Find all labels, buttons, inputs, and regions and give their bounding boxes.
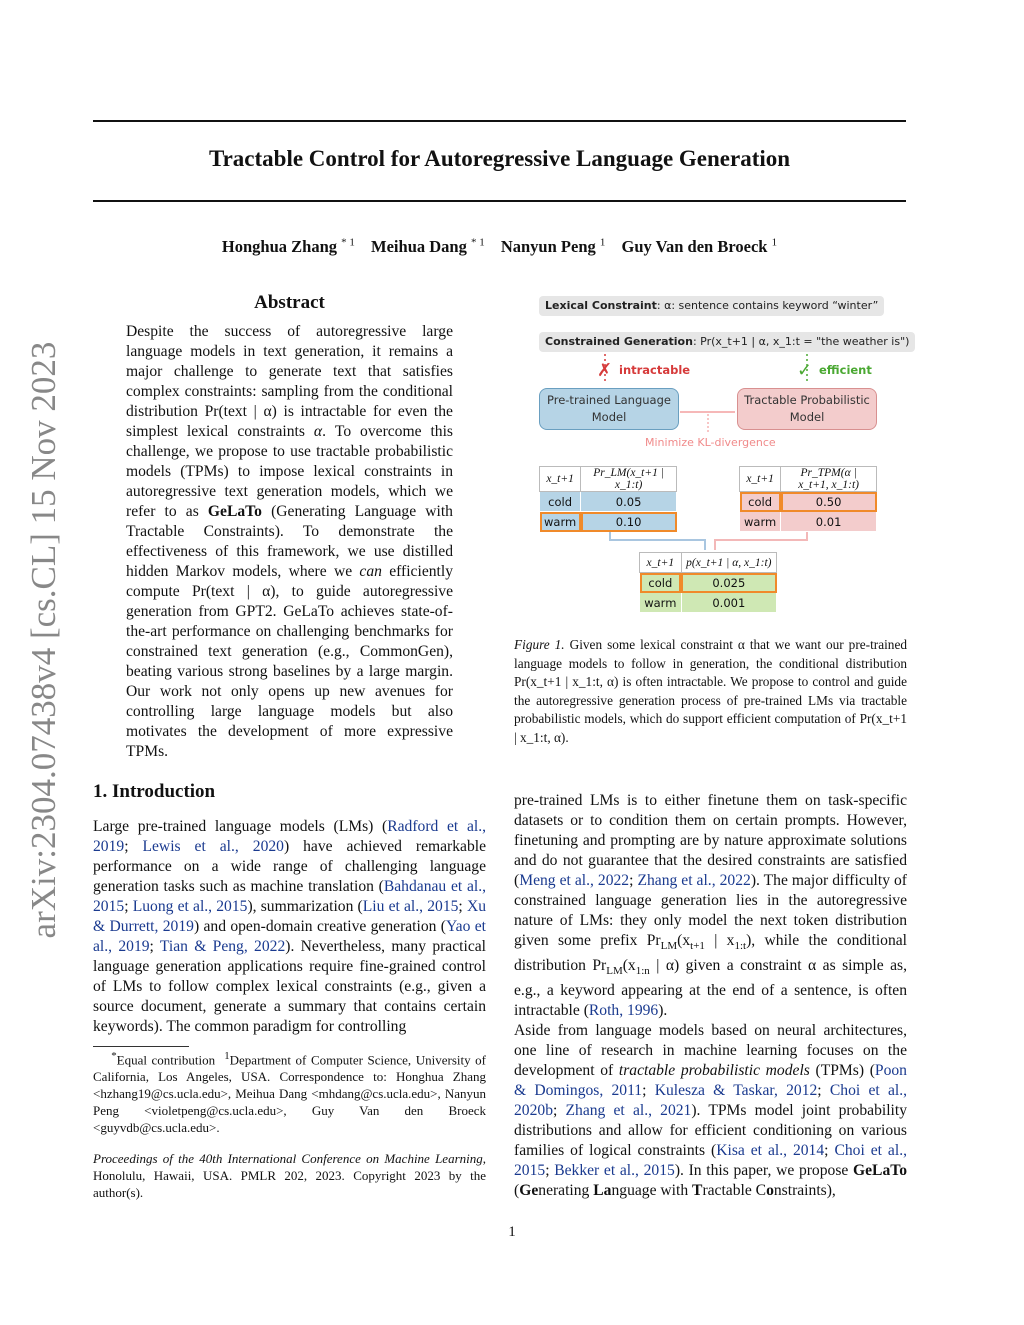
citation-link[interactable]: Luong et al., 2015 bbox=[132, 898, 248, 915]
arxiv-identifier: arXiv:2304.07438v4 [cs.CL] 15 Nov 2023 bbox=[24, 341, 63, 939]
arxiv-sidebar bbox=[18, 330, 70, 950]
table-row: warm 0.001 bbox=[640, 593, 777, 613]
kl-divergence-label: Minimize KL-divergence bbox=[645, 436, 776, 449]
top-rule bbox=[93, 120, 906, 122]
author: Guy Van den Broeck $^1$ bbox=[621, 236, 778, 256]
gelato-name: GeLaTo bbox=[207, 503, 262, 520]
footnote-rule bbox=[93, 1046, 189, 1047]
citation-link[interactable]: Bekker et al., 2015 bbox=[554, 1162, 675, 1179]
author-list bbox=[93, 236, 906, 257]
pretrained-lm-box: Pre-trained Language Model bbox=[539, 388, 679, 430]
tpm-table: x_t+1 Pr_TPM(α | x_t+1, x_1:t) cold 0.50 warm 0.01 bbox=[739, 466, 877, 532]
citation-link[interactable]: Choi et al., 2015 bbox=[514, 1142, 907, 1179]
lexical-constraint-pill: Lexical Constraint: α: sentence contains keyword “winter” bbox=[539, 296, 884, 316]
author: Nanyun Peng $^1$ bbox=[500, 236, 606, 256]
paper-title: Tractable Control for Autoregressive Language Generation bbox=[208, 146, 791, 171]
title-bottom-rule bbox=[93, 200, 906, 202]
citation-link[interactable]: Liu et al., 2015 bbox=[362, 898, 459, 915]
section-heading-introduction: 1. Introduction bbox=[93, 781, 216, 802]
constrained-generation-pill: Constrained Generation: Pr(x_t+1 | α, x_1:t = "the weather is") bbox=[539, 332, 915, 352]
citation-link[interactable]: Choi et al., 2020b bbox=[514, 1082, 907, 1119]
abstract-heading: Abstract bbox=[254, 292, 325, 313]
proceedings-note: Proceedings of the 40th International Conference on Machine Learning, Honolulu, Hawaii, USA. PMLR 202, 2023. Copyright 2023 by the author(s). bbox=[93, 1151, 486, 1200]
citation-link[interactable]: Tian & Peng, 2022 bbox=[159, 938, 286, 955]
tpm-box: Tractable Probabilistic Model bbox=[737, 388, 877, 430]
citation-link[interactable]: Radford et al., 2019 bbox=[93, 818, 486, 855]
table-row: warm 0.10 bbox=[540, 512, 677, 532]
citation-link[interactable]: Meng et al., 2022 bbox=[519, 872, 630, 889]
citation-link[interactable]: Yao et al., 2019 bbox=[93, 918, 486, 955]
citation-link[interactable]: Bahdanau et al., 2015 bbox=[93, 878, 486, 915]
table-row: cold 0.025 bbox=[640, 573, 777, 593]
author: Honghua Zhang $^{* 1}$ bbox=[221, 236, 355, 256]
page-number: 1 bbox=[508, 1224, 516, 1240]
intractable-label: intractable bbox=[619, 363, 691, 377]
citation-link[interactable]: Kulesza & Taskar, 2012 bbox=[654, 1082, 818, 1099]
intro-right-paragraph-2: Aside from language models based on neural architectures, one line of research in machine learning focuses on the development of tractable probabilistic models (TPMs) (Poon & Domingos, 2011; Kulesza & Taskar, 2012; Choi et al., 2020b; Zhang et al., 2021). TPMs model joint probability distributions and allow for efficient conditioning on various families of logical constraints (Kisa et al., 2014; Choi et al., 2015; Bekker et al., 2015). In this paper, we propose GeLaTo (Generating Language with Tractable Constraints), bbox=[514, 1022, 908, 1199]
lm-table: x_t+1 Pr_LM(x_t+1 | x_1:t) cold 0.05 warm 0.10 bbox=[539, 466, 677, 532]
cross-icon: ✗ bbox=[597, 360, 613, 381]
author: Meihua Dang $^{* 1}$ bbox=[371, 236, 485, 256]
check-icon: ✓ bbox=[797, 360, 813, 381]
citation-link[interactable]: Zhang et al., 2021 bbox=[565, 1102, 692, 1119]
table-row: warm 0.01 bbox=[740, 512, 877, 532]
citation-link[interactable]: Zhang et al., 2022 bbox=[637, 872, 751, 889]
intro-right-paragraph-1: pre-trained LMs is to either finetune them on task-specific datasets or to condition them on certain prompts. However, finetuning and prompting are by nature approximate solutions and do not guarantee that the desired constraints are satisfied (Meng et al., 2022; Zhang et al., 2022). The major difficulty of constrained language generation lies in the autoregressive nature of LMs: they only model the next token distribution given some prefix $Pr_{LM}(x_{t+1}$ | $x_{1:t}$), while the conditional distribution $Pr_{LM}(x_{1:n}$ | α) given a constraint α as simple as, e.g., a keyword appearing at the end of a sentence, is often intractable (Roth, 1996). bbox=[514, 792, 908, 1020]
table-row: cold 0.05 bbox=[540, 492, 677, 512]
figure-1 bbox=[515, 294, 910, 624]
citation-link[interactable]: Kisa et al., 2014 bbox=[716, 1142, 825, 1159]
output-table: x_t+1 p(x_t+1 | α, x_1:t) cold 0.025 warm 0.001 bbox=[639, 552, 777, 613]
citation-link[interactable]: Roth, 1996 bbox=[588, 1002, 659, 1020]
citation-link[interactable]: Poon & Domingos, 2011 bbox=[514, 1062, 907, 1099]
figure-caption: Figure 1. Given some lexical constraint α that we want our pre-trained language models to follow in generation, the conditional distribution Pr(x_t+1 | x_1:t, α) is often intractable. We propose to control and guide the autoregressive generation process of pre-trained LMs via tractable probabilistic models, which do support efficient computation of Pr(x_t+1 | x_1:t, α). bbox=[514, 637, 907, 745]
citation-link[interactable]: Lewis et al., 2020 bbox=[142, 838, 284, 855]
citation-link[interactable]: Xu & Durrett, 2019 bbox=[93, 898, 486, 935]
efficient-label: efficient bbox=[819, 363, 872, 377]
abstract-body: Despite the success of autoregressive large language models in text generation, it remains a major challenge to generate text that satisfies complex constraints: sampling from the conditional distribution Pr(text | α) is intractable for even the simplest lexical constraints α. To overcome this challenge, we propose to use tractable probabilistic models (TPMs) to impose lexical constraints in autoregressive text generation models, which we refer to as GeLaTo (Generating Language with Tractable Constraints). To demonstrate the effectiveness of this framework, we use distilled hidden Markov models, where we can efficiently compute Pr(text | α), to guide autoregressive generation from GPT2. GeLaTo achieves state-of-the-art performance on challenging benchmarks for constrained text generation (e.g., CommonGen), beating various strong baselines by a large margin. Our work not only opens up new avenues for controlling large language models but also motivates the development of more expressive TPMs. bbox=[126, 323, 453, 760]
footnote: *Equal contribution $^1$Department of Computer Science, University of California, Los Angeles, USA. Correspondence to: Honghua Zhang <hzhang19@cs.ucla.edu>, Meihua Dang <mhdang@cs.ucla.edu>, Nanyun Peng <violetpeng@cs.ucla.edu>, Guy Van den Broeck <guyvdb@cs.ucla.edu>. bbox=[93, 1050, 487, 1136]
intro-left-column: Large pre-trained language models (LMs) (Radford et al., 2019; Lewis et al., 2020) have achieved remarkable performance on a wide range of challenging language generation tasks such as machine translation (Bahdanau et al., 2015; Luong et al., 2015), summarization (Liu et al., 2015; Xu & Durrett, 2019) and open-domain creative generation (Yao et al., 2019; Tian & Peng, 2022). Nevertheless, many practical language generation applications require fine-grained control of LMs to follow complex lexical constraints (e.g., given a source document, generate a summary that contains certain keywords). The common paradigm for controlling bbox=[93, 818, 487, 1035]
table-row: cold 0.50 bbox=[740, 492, 877, 512]
